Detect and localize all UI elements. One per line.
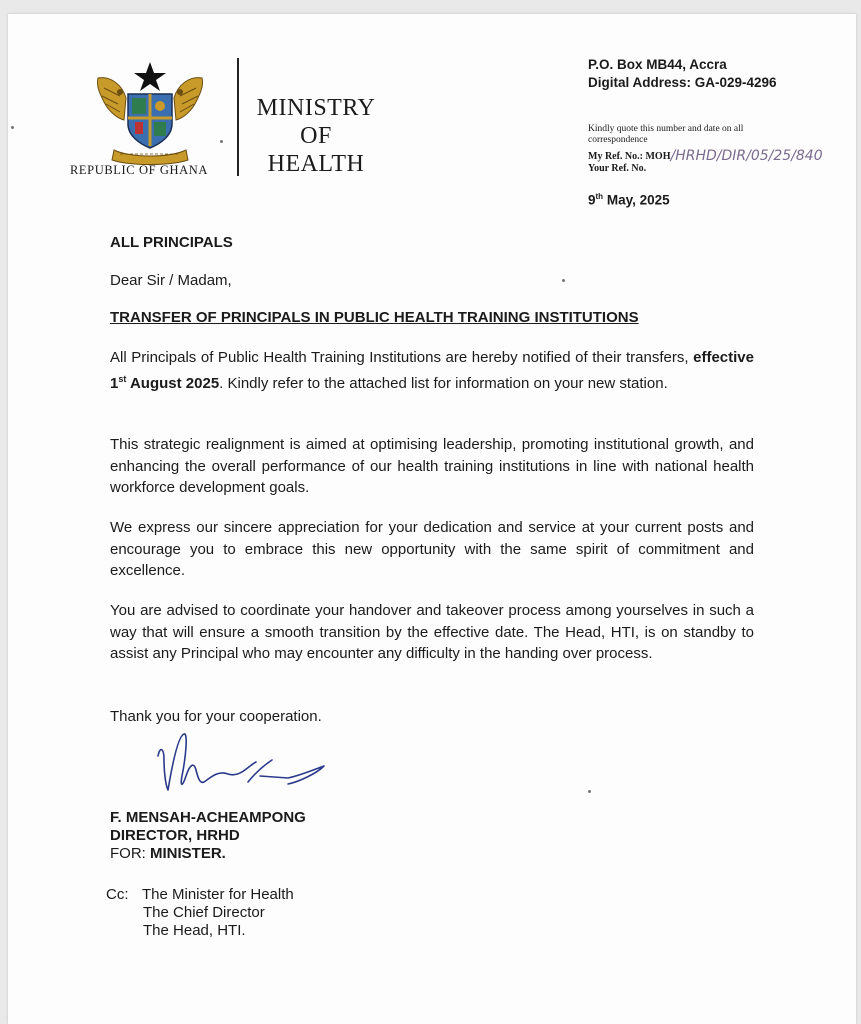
signatory-block [110,809,306,863]
effective-date-b: August 2025 [126,374,220,392]
letter-date [588,192,670,208]
effective-date-a: effective 1 [110,349,754,392]
ghana-coat-of-arms-icon [90,58,210,168]
effective-date-sup: st [118,373,127,384]
republic-of-ghana-label: REPUBLIC OF GHANA [70,163,208,177]
scan-speck [11,126,14,129]
paragraph-2: This strategic realignment is aimed at optimising leadership, promoting institutional growth, and enhancing the overall performance of our health training institutions in line with national health workforce development goals. [110,436,754,496]
paragraph-1 [110,347,754,394]
for-line [110,845,306,863]
paragraph-3: We express our sincere appreciation for your dedication and service at your current posts and encourage you to embrace this new opportunity with the same spirit of commitment and excellence. [110,519,754,579]
cc-item [106,886,294,904]
scan-speck [562,279,565,282]
subject-line: TRANSFER OF PRINCIPALS IN PUBLIC HEALTH TRAINING INSTITUTIONS [110,309,639,326]
for-label: FOR: [110,845,150,862]
ministry-line-1: MINISTRY [256,95,376,121]
cc-item: The Head, HTI. [143,922,246,939]
paragraph-1-start: All Principals of Public Health Training Institutions are hereby notified of their transfers, [110,349,694,366]
cc-list [106,886,294,940]
cc-item: The Chief Director [143,904,265,921]
quote-note: Kindly quote this number and date on all correspondence [588,124,744,145]
date-day: 9 [588,192,596,208]
reference-block [588,149,823,175]
letterhead-divider [237,58,239,176]
digital-address: Digital Address: GA-029-4296 [588,75,777,90]
my-ref [588,149,823,163]
scan-speck [588,790,591,793]
addressee: ALL PRINCIPALS [110,234,233,251]
ministry-line-3: HEALTH [267,151,365,177]
date-suffix: th [595,192,604,201]
cc-label: Cc: [106,886,129,903]
handwritten-signature [148,726,348,806]
letter-page [8,14,856,1024]
ministry-name [246,94,386,178]
ministry-address [588,56,777,92]
signer-title: DIRECTOR, HRHD [110,827,240,844]
cc-item-text: The Minister for Health [142,886,294,903]
ministry-line-2: OF [300,123,332,149]
date-rest: May, 2025 [603,192,670,208]
scan-speck [220,140,223,143]
paragraph-1-end: . Kindly refer to the attached list for information on your new station. [219,374,668,392]
my-ref-label: My Ref. No.: MOH [588,151,671,162]
closing-line: Thank you for your cooperation. [110,708,322,725]
salutation: Dear Sir / Madam, [110,272,232,289]
po-box: P.O. Box MB44, Accra [588,57,727,72]
for-value: MINISTER. [150,845,226,862]
my-ref-handwritten: /HRHD/DIR/05/25/840 [670,148,823,164]
paragraph-4: You are advised to coordinate your handover and takeover process among yourselves in such a way that will ensure a smooth transition by the effective date. The Head, HTI, is on standby to assist any Principal who may encounter any difficulty in the handing over process. [110,602,754,662]
signer-name: F. MENSAH-ACHEAMPONG [110,809,306,826]
your-ref-label: Your Ref. No. [588,163,647,174]
